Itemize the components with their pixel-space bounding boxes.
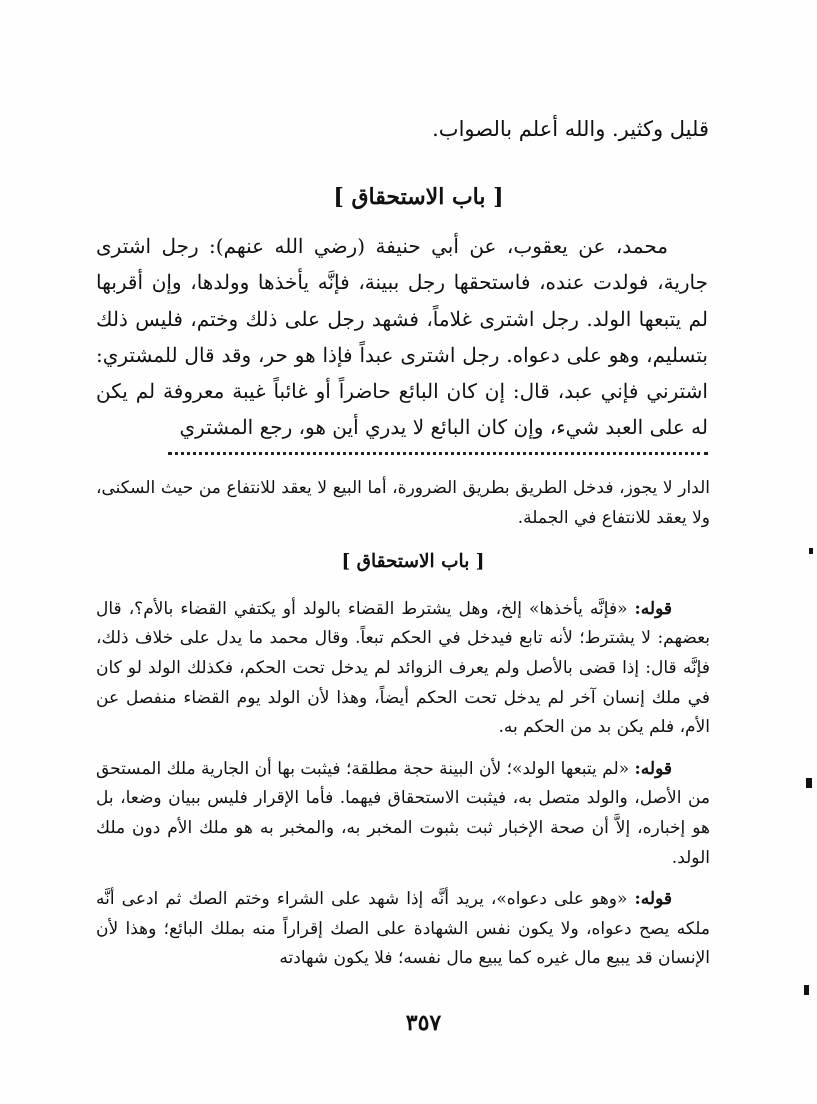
previous-section-ending: قليل وكثير. والله أعلم بالصواب. [432,117,709,141]
main-text-paragraph: محمد، عن يعقوب، عن أبي حنيفة (رضي الله عنهم): رجل اشترى جارية، فولدت عنده، فاستحقها رجل ببينة، فإنَّه يأخذها وولدها، وإن أقربها لم يتبعها الولد. رجل اشترى غلاماً، فشهد رجل على ذلك وختم، فليس ذلك بتسليم، وهو على دعواه. رجل اشترى عبداً فإذا هو حر، وقد قال للمشتري: اشترني فإني عبد، قال: إن كان البائع حاضراً أو غائباً غيبة معروفة لم يكن له على العبد شيء، وإن كان البائع لا يدري أين هو، رجع المشتري [96,234,708,440]
commentary-block [96,474,710,974]
commentary-paragraph [96,595,710,743]
commentary-keyword: قوله: [634,598,672,619]
scan-mark [806,778,812,788]
commentary-keyword: قوله: [634,889,672,910]
commentary-paragraph [96,885,710,974]
scan-mark [804,985,809,995]
main-text-block [96,228,708,446]
commentary-text: «لم يتبعها الولد»؛ لأن البينة حجة مطلقة؛ فيثبت بها أن الجارية ملك المستحق من الأصل، والولد متصل به، فيثبت الاستحقاق فيهما. فأما الإقرار فليس ببيان وضعا، بل هو إخباره، إلاَّ أن صحة الإخبار ثبت بثبوت المخبر به، والمخبر به هو ملك الأم دون ملك الولد. [96,758,710,868]
commentary-paragraph [96,755,710,873]
commentary-keyword: قوله: [634,758,672,779]
main-chapter-heading: [ باب الاستحقاق ] [333,184,504,210]
commentary-intro: الدار لا يجوز، فدخل الطريق بطريق الضرورة، أما البيع لا يعقد للانتفاع من حيث السكنى، ولا يعقد للانتفاع في الجملة. [96,478,710,528]
footnote-separator [168,452,708,461]
commentary-text: «فإنَّه يأخذها» إلخ، وهل يشترط القضاء بالولد أو يكتفي القضاء بالأم؟، قال بعضهم: لا يشترط؛ لأنه تابع فيدخل في الحكم تبعاً. وقال محمد ما يدل على خلاف ذلك، فإنَّه قال: إذا قضى بالأصل ولم يعرف الزوائد لم يدخل تحت الحكم، فكذلك الولد لو كان في ملك إنسان آخر لم يدخل تحت الحكم أيضاً، وهذا لأن الولد يوم القضاء منفصل عن الأم، فلم يكن بد من الحكم به. [96,598,711,738]
commentary-chapter-heading: [ باب الاستحقاق ] [341,551,485,573]
commentary-text: «وهو على دعواه»، يريد أنَّه إذا شهد على الشراء وختم الصك ثم ادعى أنَّه ملكه يصح دعواه، ولا يكون نفس الشهادة على الصك إقراراً منه بملك البائع؛ وهذا لأن الإنسان قد يبيع مال غيره كما يبيع مال نفسه؛ فلا يكون شهادته [96,889,710,969]
scan-mark [809,548,813,554]
page-number: ٣٥٧ [405,1010,442,1036]
